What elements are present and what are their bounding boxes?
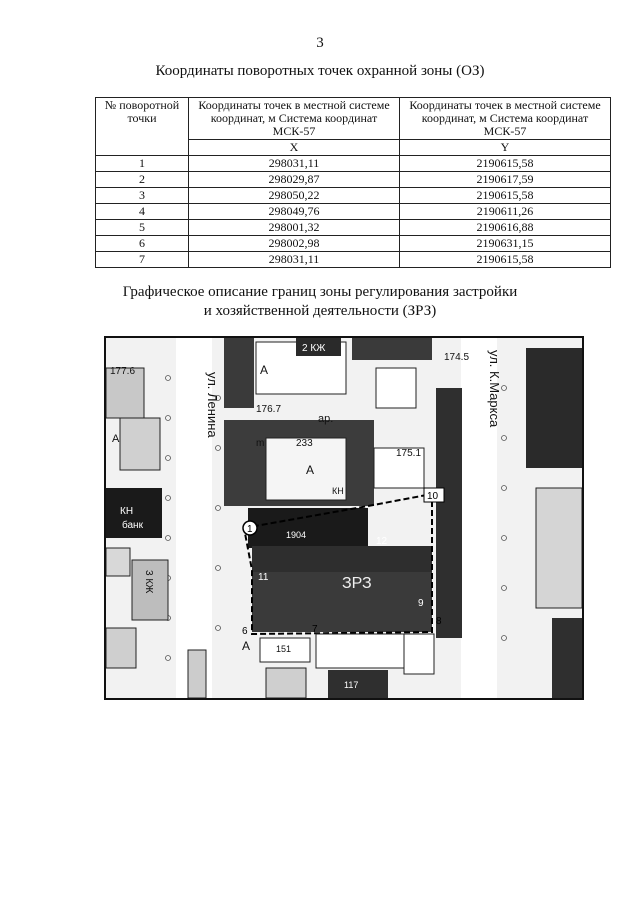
cell-y: 2190631,15 xyxy=(400,236,611,252)
coordinates-table xyxy=(95,97,611,268)
cell-y: 2190615,58 xyxy=(400,188,611,204)
building xyxy=(552,618,582,698)
building xyxy=(352,338,432,360)
elevation-label: 177.6 xyxy=(110,366,136,377)
building xyxy=(106,628,136,668)
site-plan-svg xyxy=(106,338,582,698)
kn-label: КН xyxy=(332,486,344,496)
header-y: Координаты точек в местной системе координат, м Система координат МСК-57 xyxy=(400,98,611,140)
cell-point: 1 xyxy=(96,156,189,172)
elevation-label: 174.5 xyxy=(444,352,470,363)
a-label: А xyxy=(306,463,315,477)
cell-x: 298002,98 xyxy=(189,236,400,252)
table-row xyxy=(96,188,611,204)
axis-y: Y xyxy=(400,140,611,156)
cell-y: 2190615,58 xyxy=(400,252,611,268)
street-lenina-label: ул. Ленина xyxy=(205,372,220,438)
building xyxy=(404,634,434,674)
cell-x: 298031,11 xyxy=(189,252,400,268)
oz-title: Координаты поворотных точек охранной зоны (ОЗ) xyxy=(155,63,485,79)
building xyxy=(376,368,416,408)
elevation-label: 175.1 xyxy=(396,448,422,459)
table-row xyxy=(96,252,611,268)
area-label: ар. xyxy=(318,413,334,425)
building xyxy=(188,650,206,698)
building xyxy=(120,418,160,470)
cell-point: 4 xyxy=(96,204,189,220)
building xyxy=(106,548,130,576)
cell-point: 5 xyxy=(96,220,189,236)
a-label: А xyxy=(260,363,269,377)
cell-point: 7 xyxy=(96,252,189,268)
building-117-label: 117 xyxy=(344,680,359,690)
point-12-label: 12 xyxy=(376,536,388,547)
point-10-label: 10 xyxy=(427,491,439,502)
building-151-label: 151 xyxy=(276,644,292,654)
header-point: № поворотной точки xyxy=(96,98,189,156)
zrz-title-line2: и хозяйственной деятельности (ЗРЗ) xyxy=(203,303,437,319)
zrz-title xyxy=(0,283,640,321)
cell-x: 298049,76 xyxy=(189,204,400,220)
point-1-label: 1 xyxy=(247,524,253,535)
cell-point: 6 xyxy=(96,236,189,252)
a-label: А xyxy=(242,639,251,653)
point-11-label: 11 xyxy=(258,572,269,583)
building-233-label: 233 xyxy=(296,438,313,449)
zrz-title-line1: Графическое описание границ зоны регулирования застройки xyxy=(122,284,518,300)
site-plan-map xyxy=(104,336,584,700)
zone-strip xyxy=(248,508,368,548)
building-3kzh-label: 3 КЖ xyxy=(143,570,154,594)
table-row xyxy=(96,172,611,188)
street-marksa-label: ул. К.Маркса xyxy=(487,350,502,428)
building xyxy=(526,348,582,468)
page-number: 3 xyxy=(316,35,324,51)
table-row xyxy=(96,236,611,252)
header-x: Координаты точек в местной системе координат, м Система координат МСК-57 xyxy=(189,98,400,140)
cell-point: 2 xyxy=(96,172,189,188)
building-2kzh-label: 2 КЖ xyxy=(302,343,326,354)
table-row xyxy=(96,204,611,220)
building xyxy=(316,634,406,668)
table-row xyxy=(96,220,611,236)
table-header-row xyxy=(96,98,611,140)
elevation-label: 176.7 xyxy=(256,404,282,415)
year-label: 1904 xyxy=(286,530,307,540)
bank-label: банк xyxy=(122,520,143,531)
cell-x: 298050,22 xyxy=(189,188,400,204)
point-6-label: 6 xyxy=(242,626,248,637)
kn-label: КН xyxy=(120,506,134,517)
cell-y: 2190615,58 xyxy=(400,156,611,172)
cell-x: 298031,11 xyxy=(189,156,400,172)
cell-x: 298001,32 xyxy=(189,220,400,236)
building xyxy=(536,488,582,608)
cell-x: 298029,87 xyxy=(189,172,400,188)
zone-band xyxy=(252,546,432,572)
point-7-label: 7 xyxy=(312,624,318,635)
point-9-label: 9 xyxy=(418,598,424,609)
cell-y: 2190617,59 xyxy=(400,172,611,188)
m-label: m xyxy=(256,438,265,449)
cell-y: 2190611,26 xyxy=(400,204,611,220)
building xyxy=(266,668,306,698)
zrz-zone-label: ЗРЗ xyxy=(342,575,372,592)
axis-x: X xyxy=(189,140,400,156)
table-row xyxy=(96,156,611,172)
cell-point: 3 xyxy=(96,188,189,204)
a-label: А xyxy=(112,433,120,445)
long-building xyxy=(436,388,462,638)
cell-y: 2190616,88 xyxy=(400,220,611,236)
point-8-label: 8 xyxy=(436,616,442,627)
building xyxy=(224,338,254,408)
